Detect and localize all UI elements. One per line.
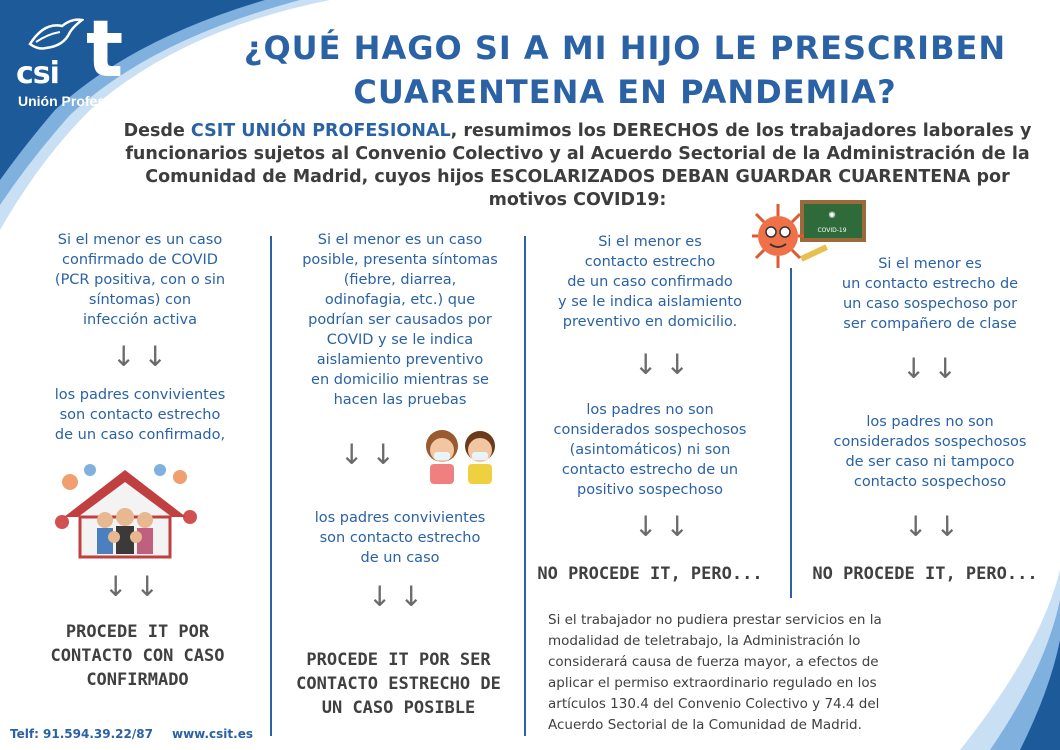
down-arrows-icon: ↓↓ [368,580,431,613]
intro-part-1: Desde [123,121,191,141]
column-3-consequence [535,400,765,500]
text-line: preventivo en domicilio. [562,314,738,330]
family-house-illustration [50,462,200,562]
text-line: PROCEDE IT POR [65,622,210,642]
intro-part-2: , resumimos los DERECHOS de los trabajadores laborales y funcionarios sujetos al Convenio Colectivo y al Acuerdo Sectorial de la Administración de la Comunidad de Madrid, cuyos hijos ESCOLARIZADOS DEBAN GUARDAR CUARENTENA por motivos COVID19: [125,121,1032,210]
title-line-1: ¿QUÉ HAGO SI A MI HIJO LE PRESCRIBEN [243,29,1007,67]
note-paragraph [548,610,978,736]
text-line: aislamiento preventivo [316,352,484,368]
text-line: Acuerdo Sectorial de la Comunidad de Madrid. [548,717,862,733]
text-line: los padres convivientes [314,510,486,526]
text-line: modalidad de teletrabajo, la Administración lo [548,633,861,649]
down-arrows-icon: ↓↓ [340,438,403,471]
text-line: Si el menor es [598,234,702,250]
text-line: un contacto estrecho de [841,276,1019,292]
column-1-result [15,620,260,692]
text-line: los padres no son [866,414,994,430]
column-4-result [800,562,1050,586]
svg-text:✺: ✺ [828,211,836,221]
children-masks-illustration [412,424,512,490]
text-line: CONTACTO ESTRECHO DE [296,674,501,694]
column-2-case [280,230,520,410]
page-title [200,26,1050,114]
text-line: podrían ser causados por [308,312,492,328]
text-line: COVID y se le indica [326,332,474,348]
title-line-2: CUARENTENA EN PANDEMIA? [353,73,897,111]
text-line: posible, presenta síntomas [302,252,498,268]
text-line: los padres no son [586,402,714,418]
down-arrows-icon: ↓↓ [104,570,167,603]
text-line: de ser caso ni tampoco [845,454,1015,470]
text-line: son contacto estrecho [319,530,481,546]
text-line: contacto estrecho de un [561,462,739,478]
text-line: Si el menor es un caso [317,232,483,248]
text-line: confirmado de COVID [62,252,218,268]
text-line: PROCEDE IT POR SER [306,650,491,670]
down-arrows-icon: ↓↓ [112,340,175,373]
text-line: hacen las pruebas [333,392,467,408]
column-divider [790,268,792,598]
text-line: de un caso confirmado, [54,427,226,443]
text-line: Si el menor es [878,256,982,272]
column-2-consequence [280,508,520,568]
text-line: y se le indica aislamiento [558,294,742,310]
column-divider [524,236,526,736]
csit-logo [8,5,138,109]
column-1-consequence [20,385,260,445]
text-line: considerará causa de fuerza mayor, a efectos de [548,654,879,670]
text-line: (asintomáticos) ni son [569,442,731,458]
text-line: contacto estrecho [584,254,716,270]
intro-paragraph [120,120,1035,212]
logo-csi-text: csi [16,56,59,91]
text-line: considerados sospechosos [553,422,747,438]
text-line: positivo sospechoso [577,482,723,498]
down-arrows-icon: ↓↓ [902,352,965,385]
text-line: contacto sospechoso [853,474,1007,490]
text-line: artículos 130.4 del Convenio Colectivo y 74.4 del [548,696,880,712]
text-line: Si el trabajador no pudiera prestar servicios en la [548,612,882,628]
column-divider [270,236,272,736]
text-line: (PCR positiva, con o sin [54,272,226,288]
down-arrows-icon: ↓↓ [634,348,697,381]
text-line: NO PROCEDE IT, PERO... [812,564,1038,584]
logo-subtitle: Unión Profesional [18,93,138,109]
dove-icon [26,16,84,56]
logo-t-letter: t [86,5,124,95]
text-line: considerados sospechosos [833,434,1027,450]
text-line: Si el menor es un caso [57,232,223,248]
text-line: UN CASO POSIBLE [321,698,476,718]
text-line: síntomas) con [88,292,192,308]
column-1-case [20,230,260,330]
text-line: infección activa [83,312,197,328]
column-3-result [535,562,765,586]
column-2-result [276,648,521,720]
text-line: en domicilio mientras se [311,372,489,388]
text-line: de un caso [360,550,440,566]
text-line: (fiebre, diarrea, [343,272,457,288]
text-line: un caso sospechoso por [842,296,1018,312]
text-line: NO PROCEDE IT, PERO... [537,564,763,584]
text-line: ser compañero de clase [843,316,1017,332]
text-line: aplicar el permiso extraordinario regulado en los [548,675,877,691]
column-4-case [800,254,1060,334]
footer-phone: Telf: 91.594.39.22/87 [10,727,153,741]
text-line: CONTACTO CON CASO [50,646,225,666]
footer-website[interactable]: www.csit.es [172,727,253,741]
intro-org-name: CSIT UNIÓN PROFESIONAL [190,121,451,141]
text-line: son contacto estrecho [59,407,221,423]
column-4-consequence [800,412,1060,492]
text-line: odinofagia, etc.) que [324,292,476,308]
board-text: COVID-19 [817,227,847,234]
down-arrows-icon: ↓↓ [634,510,697,543]
column-3-case [535,232,765,332]
text-line: de un caso confirmado [567,274,733,290]
text-line: los padres convivientes [54,387,226,403]
down-arrows-icon: ↓↓ [904,510,967,543]
text-line: CONFIRMADO [86,670,189,690]
